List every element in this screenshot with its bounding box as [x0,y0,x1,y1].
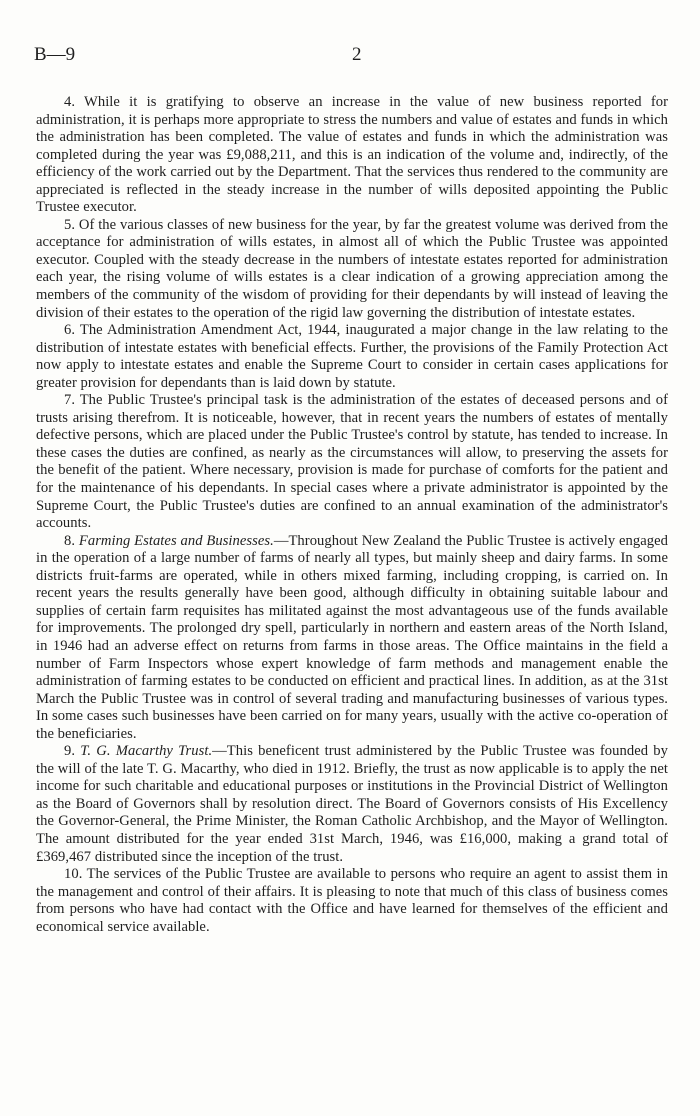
paragraph-9-number: 9. [64,743,76,760]
paragraph-10: 10. The services of the Public Trustee are available to persons who require an agent to assist them in the management and control of their affairs. It is pleasing to note that much of this class of business comes from persons who have had contact with the Office and have learned for themselves of the efficient and economical service available. [36,866,668,935]
page-number: 2 [352,44,362,65]
page-header [34,44,666,74]
paragraph-9 [36,743,668,866]
paragraph-8-number: 8. [64,532,76,549]
paragraph-6: 6. The Administration Amendment Act, 1944, inaugurated a major change in the law relating to the distribution of intestate estates with beneficial effects. Further, the provisions of the Family Protection Act now apply to intestate estates and enable the Supreme Court to consider in certain cases applications for greater provision for dependants than is laid down by statute. [36,322,668,391]
paragraph-9-text: —This beneficent trust administered by the Public Trustee was founded by the will of the late T. G. Macarthy, who died in 1912. Briefly, the trust as now applicable is to apply the net income for such charitable and educational purposes or institutions in the Provincial District of Wellington as the Board of Governors shall by resolution direct. The Board of Governors consists of His Excellency the Governor-General, the Prime Minister, the Roman Catholic Archbishop, and the Mayor of Wellington. The amount distributed for the year ended 31st March, 1946, was £16,000, making a grand total of £369,467 distributed since the inception of the trust. [36,743,668,865]
paragraph-9-heading: T. G. Macarthy Trust. [80,743,213,760]
document-body [36,94,668,936]
paragraph-4: 4. While it is gratifying to observe an increase in the value of new business reported for administration, it is perhaps more appropriate to stress the numbers and value of estates and funds in which the administration has been completed. The value of estates and funds in which the administration was completed during the year was £9,088,211, and this is an indication of the volume and, indirectly, of the efficiency of the work carried out by the Department. That the services thus rendered to the community are appreciated is reflected in the steady increase in the number of wills deposited appointing the Public Trustee executor. [36,94,668,216]
paragraph-5: 5. Of the various classes of new business for the year, by far the greatest volume was derived from the acceptance for administration of wills estates, in almost all of which the Public Trustee was appointed executor. Coupled with the steady decrease in the numbers of intestate estates reported for administration each year, the rising volume of wills estates is a clear indication of a growing appreciation among the members of the community of the wisdom of providing for their dependants by will instead of leaving the division of their estates to the operation of the rigid law governing the distribution of intestate estates. [36,216,668,321]
paragraph-8-heading: Farming Estates and Businesses. [78,532,274,549]
paragraph-7: 7. The Public Trustee's principal task is the administration of the estates of deceased persons and of trusts arising therefrom. It is noticeable, however, that in recent years the numbers of estates of mentally defective persons, which are placed under the Public Trustee's control by statute, has tended to increase. In these cases the duties are confined, as nearly as the circumstances will allow, to preserving the assets for the benefit of the patient. Where necessary, provision is made for purchase of comforts for the patient and for the maintenance of his dependants. In special cases where a private administrator is appointed by the Supreme Court, the Public Trustee's duties are confined to an annual examination of the administrator's accounts. [36,392,668,532]
paragraph-8-text: —Throughout New Zealand the Public Trustee is actively engaged in the operation of a large number of farms of nearly all types, but mainly sheep and dairy farms. In some districts fruit-farms are operated, while in others mixed farming, including cropping, is carried on. In recent years the results generally have been good, although difficulty in obtaining suitable labour and supplies of certain farm requisites has militated against the most advantageous use of the funds available for improvements. The prolonged dry spell, particularly in northern and eastern areas of the North Island, in 1946 had an adverse effect on returns from farms in those areas. The Office maintains in the field a number of Farm Inspectors whose expert knowledge of farm methods and management enable the administration of farming estates to be conducted on efficient and practical lines. In addition, as at the 31st March the Public Trustee was in control of several trading and manufacturing businesses of various types. In some cases such businesses have been carried on for many years, usually with the active co-operation of the beneficiaries. [36,532,668,742]
paragraph-8 [36,533,668,744]
report-code: B—9 [34,44,76,65]
